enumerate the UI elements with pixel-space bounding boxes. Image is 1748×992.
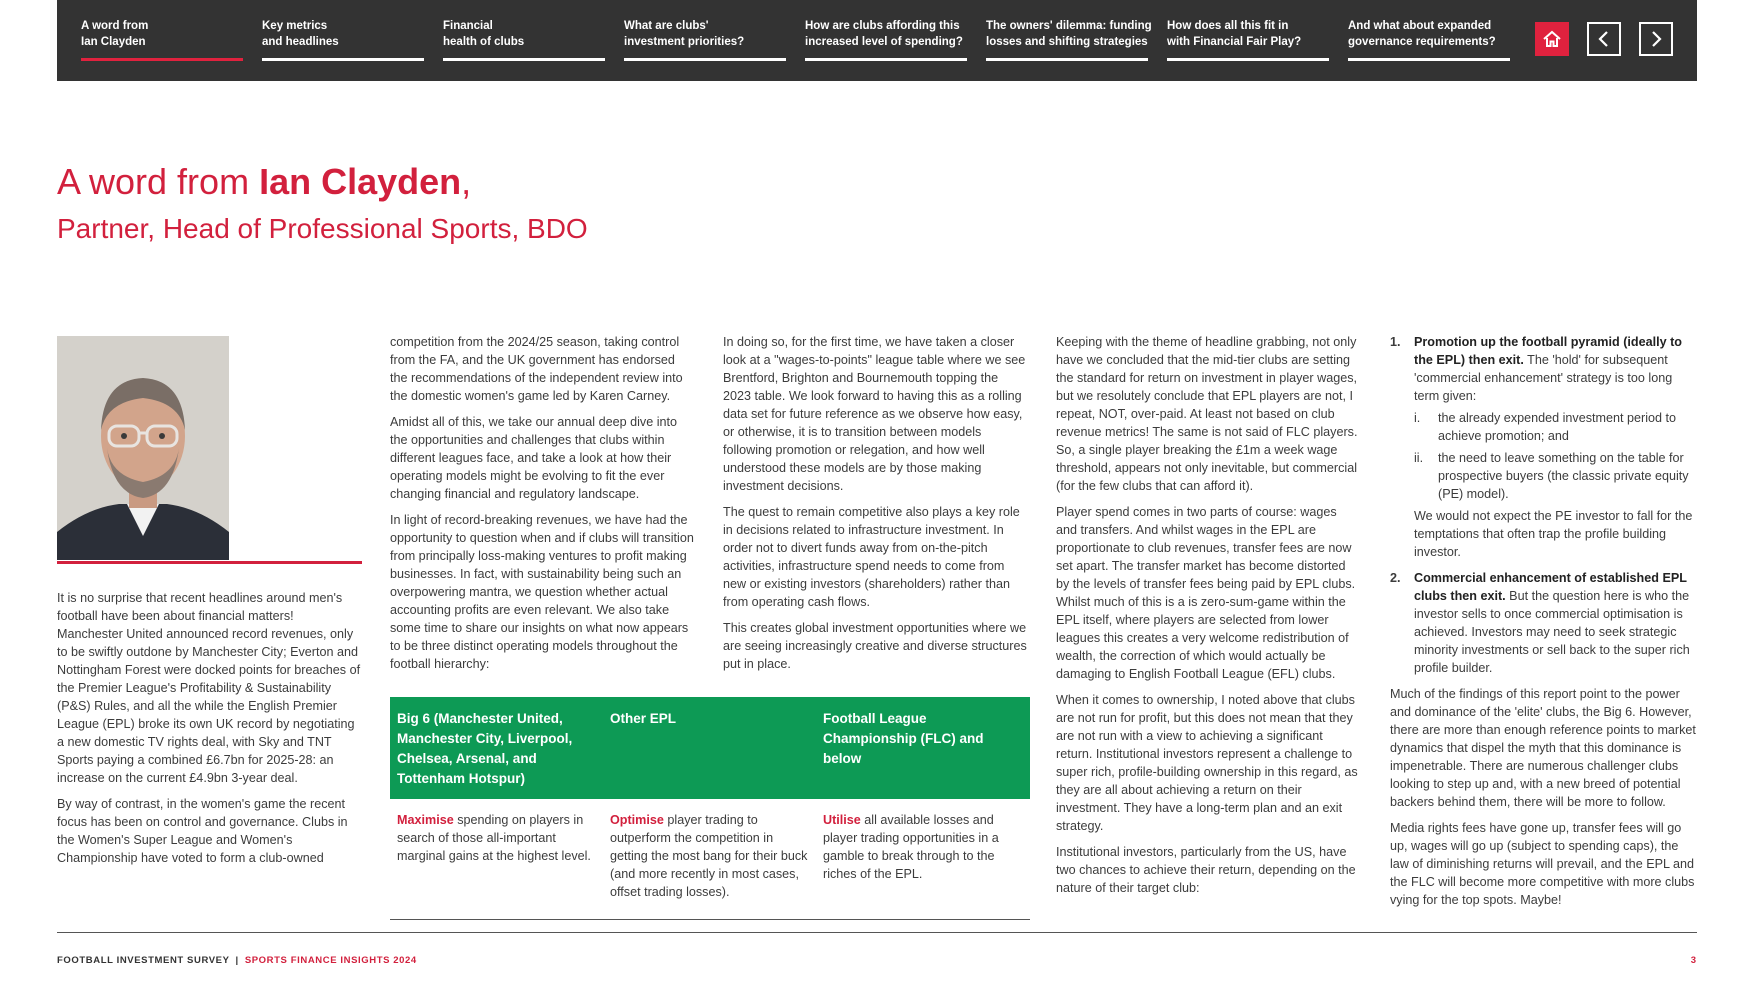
sub-list-number: ii. (1414, 451, 1424, 465)
footer (57, 955, 417, 966)
tab-label-line2: losses and shifting strategies (986, 36, 1148, 48)
tab-a-word-from-ian-clayden[interactable] (81, 18, 243, 61)
tab-label-line1: How are clubs affording this (805, 20, 960, 32)
home-button[interactable] (1535, 22, 1569, 56)
paragraph: In doing so, for the first time, we have taken a closer look at a "wages-to-points" league table where we see Brentford, Brighton and Bournemouth topping the 2023 table. We look forward to having this as a rolling data set for future reference as we observe how easy, or otherwise, it is to transition between models following promotion or relegation, and how well understood these models are by those making investment decisions. (723, 335, 1026, 493)
column-4 (1056, 333, 1361, 905)
page-subtitle: Partner, Head of Professional Sports, BDO (57, 213, 588, 244)
paragraph: The quest to remain competitive also plays a key role in decisions related to infrastructure investment. In order not to divert funds away from on-the-pitch activities, infrastructure spend needs to come from new or existing investors (shareholders) rather than from operating cash flows. (723, 505, 1020, 609)
sub-list-number: i. (1414, 411, 1421, 425)
list-item-text: But the question here is who the investor sells to once commercial optimisation is achieved. Investors may need to seek strategic minority investments or sell back to the super rich profile builder. (1414, 589, 1690, 675)
table-header-row (390, 697, 1030, 799)
title-suffix: , (461, 161, 472, 202)
tab-label-line1: And what about expanded (1348, 20, 1492, 32)
tab-label-line1: A word from (81, 20, 149, 32)
operating-models-table (390, 697, 1030, 920)
title-name: Ian Clayden (259, 161, 462, 202)
paragraph: competition from the 2024/25 season, taking control from the FA, and the UK government has endorsed the recommendations of the independent review into the domestic women's game led by Karen Carney. (390, 335, 683, 403)
tab-affording-spending[interactable] (805, 18, 967, 61)
next-page-button[interactable] (1639, 22, 1673, 56)
table-cell (816, 811, 1030, 919)
tab-governance-requirements[interactable] (1348, 18, 1510, 61)
paragraph: Keeping with the theme of headline grabbing, not only have we concluded that the mid-tier clubs are setting the standard for return on investment in player wages, but we resolutely conclude that EPL players are not, I repeat, NOT, over-paid. At least not based on club revenue metrics! The same is not said of FLC players. So, a single player breaking the £1m a week wage threshold, appears not only inevitable, but commercial (for the few clubs that can afford it). (1056, 335, 1358, 493)
list-item-note: We would not expect the PE investor to fall for the temptations that often trap the profile building investor. (1414, 509, 1693, 559)
table-header-cell: Football League Championship (FLC) and below (823, 711, 984, 766)
tab-label-line1: Key metrics (262, 20, 328, 32)
cell-text: spending on players in search of those all-important marginal gains at the highest level. (397, 813, 591, 863)
tab-label-line2: governance requirements? (1348, 36, 1496, 48)
tab-key-metrics[interactable] (262, 18, 424, 61)
tab-financial-fair-play[interactable] (1167, 18, 1329, 61)
table-cell (390, 811, 603, 919)
list-number: 2. (1390, 571, 1401, 585)
exit-strategies-list (1390, 333, 1697, 677)
paragraph: Much of the findings of this report point to the power and dominance of the 'elite' clubs, the Big 6. However, there are more than enough reference points to market dynamics that dispel the myth that this dominance is impenetrable. There are numerous challenger clubs looking to step up and, with a new breed of potential backers behind them, there will be more to follow. (1390, 687, 1696, 809)
tab-label-line2: increased level of spending? (805, 36, 963, 48)
tab-label-line1: The owners' dilemma: funding (986, 20, 1152, 32)
table-header-cell: Big 6 (Manchester United, Manchester City, Liverpool, Chelsea, Arsenal, and Tottenham Hotspur) (397, 711, 573, 786)
footer-section: SPORTS FINANCE INSIGHTS 2024 (244, 955, 417, 966)
tab-label-line2: health of clubs (443, 36, 525, 48)
author-photo (57, 336, 229, 560)
column-5 (1390, 333, 1697, 917)
paragraph: By way of contrast, in the women's game the recent focus has been on control and governance. Clubs in the Women's Super League and Women's Championship have voted to form a club-owned (57, 797, 348, 865)
paragraph: Player spend comes in two parts of course: wages and transfers. And whilst wages in the EPL are proportionate to club revenues, transfer fees are now set apart. The transfer market has become distorted by the levels of transfer fees being paid by EPL clubs. Whilst much of this is a is zero-sum-game within the EPL itself, where players are selected from lower leagues this creates a very welcome redistribution of wealth, the correction of which would actually be damaging to English Football League (EFL) clubs. (1056, 505, 1356, 681)
list-number: 1. (1390, 335, 1401, 349)
column-3 (723, 333, 1028, 681)
tab-label-line2: Ian Clayden (81, 36, 146, 48)
paragraph: In light of record-breaking revenues, we have had the opportunity to question when and if clubs will transition from principally loss-making ventures to profit making businesses. In fact, with sustainability being such an overpowering mantra, we question whether actual accounting profits are even relevant. We also take some time to share our insights on what now appears to be three distinct operating models throughout the football hierarchy: (390, 513, 694, 671)
sub-list-item (1414, 449, 1697, 503)
chevron-right-icon (1649, 30, 1663, 48)
footer-publication: FOOTBALL INVESTMENT SURVEY (57, 955, 230, 966)
list-item-heading: Promotion up the football pyramid (ideally to the EPL) then exit. (1414, 335, 1682, 367)
tab-owners-dilemma[interactable] (986, 18, 1152, 61)
list-item-heading: Commercial enhancement of established EPL clubs then exit. (1414, 571, 1687, 603)
sub-list (1414, 409, 1697, 503)
paragraph: It is no surprise that recent headlines around men's football have been about financial matters! Manchester United announced record revenues, only to be swiftly outdone by Manchester City; Everton and Nottingham Forest were docked points for breaches of the Premier League's Profitability & Sustainability (P&S) Rules, and all the while the English Premier League (EPL) broke its own UK record by negotiating a new domestic TV rights deal, with Sky and TNT Sports paying a combined £6.7bn for 2025-28: an increase on the current £4.9bn 3-year deal. (57, 591, 361, 785)
photo-divider (57, 561, 362, 564)
table-cell (603, 811, 816, 919)
list-item (1390, 333, 1697, 561)
column-2 (390, 333, 695, 681)
cell-keyword: Utilise (823, 813, 861, 827)
cell-keyword: Maximise (397, 813, 454, 827)
chevron-left-icon (1597, 30, 1611, 48)
paragraph: Media rights fees have gone up, transfer fees will go up, wages will go up (subject to spending caps), the law of diminishing returns will prevail, and the EPL and the FLC will become more competitive with more clubs vying for the top spots. Maybe! (1390, 821, 1695, 907)
tab-financial-health[interactable] (443, 18, 605, 61)
previous-page-button[interactable] (1587, 22, 1621, 56)
sub-list-item (1414, 409, 1697, 445)
list-item (1390, 569, 1697, 677)
paragraph: Amidst all of this, we take our annual deep dive into the opportunities and challenges that clubs within different leagues face, and take a look at how their operating models might be evolving to fit the ever changing financial and regulatory landscape. (390, 415, 678, 501)
footer-divider (57, 932, 1697, 933)
tab-label-line2: with Financial Fair Play? (1167, 36, 1302, 48)
title-prefix: A word from (57, 161, 260, 202)
footer-separator: | (235, 955, 239, 966)
table-header-cell: Other EPL (610, 711, 677, 726)
paragraph: When it comes to ownership, I noted above that clubs are not run for profit, but this does not mean that they are not run with a view to achieving a significant return. Institutional investors represent a challenge to super rich, profile-building ownership in this regard, as they are all about achieving a return on their investment. They have a long-term plan and an exit strategy. (1056, 693, 1358, 833)
tab-label-line1: How does all this fit in (1167, 20, 1289, 32)
tab-label-line1: Financial (443, 20, 493, 32)
column-1 (57, 589, 362, 875)
sub-list-text: the need to leave something on the table for prospective buyers (the classic private equity (PE) model). (1438, 451, 1689, 501)
cell-text: player trading to outperform the competition in getting the most bang for their buck (and more recently in most cases, offset trading losses). (610, 813, 808, 899)
tab-label-line1: What are clubs' (624, 20, 709, 32)
tab-label-line2: and headlines (262, 36, 339, 48)
tab-investment-priorities[interactable] (624, 18, 786, 61)
page-number: 3 (1690, 955, 1696, 966)
cell-text: all available losses and player trading opportunities in a gamble to break through to the riches of the EPL. (823, 813, 999, 881)
paragraph: Institutional investors, particularly from the US, have two chances to achieve their return, depending on the nature of their target club: (1056, 845, 1356, 895)
home-icon (1542, 29, 1562, 49)
top-navigation (57, 0, 1697, 81)
page-title (57, 160, 471, 204)
paragraph: This creates global investment opportunities where we are seeing increasingly creative and diverse structures put in place. (723, 621, 1027, 671)
list-item-text: The 'hold' for subsequent 'commercial enhancement' strategy is too long term given: (1414, 353, 1673, 403)
table-row (390, 799, 1030, 920)
tab-label-line2: investment priorities? (624, 36, 745, 48)
cell-keyword: Optimise (610, 813, 664, 827)
sub-list-text: the already expended investment period to achieve promotion; and (1438, 411, 1677, 443)
